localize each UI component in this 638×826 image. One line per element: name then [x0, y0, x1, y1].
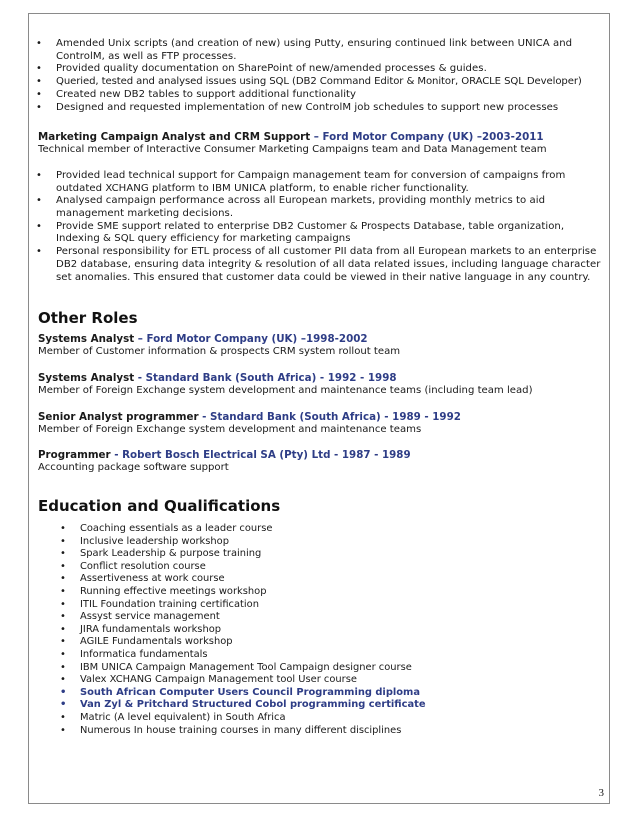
- list-item: • Van Zyl & Pritchard Structured Cobol programming certificate: [62, 699, 606, 712]
- education-heading: Education and Qualifications: [38, 497, 281, 516]
- list-item: • Informatica fundamentals: [62, 649, 606, 662]
- list-item: • South African Computer Users Council Programming diploma: [62, 687, 606, 700]
- list-item: • Running effective meetings workshop: [62, 586, 606, 599]
- list-item: • Coaching essentials as a leader course: [62, 523, 606, 536]
- list-item: • Personal responsibility for ETL process of all customer PII data from all European markets to an enterprise DB2 database, ensuring data integrity & resolution of all data related issues, including language character set anomalies. This ensured that customer data could be viewed in their native language in any country.: [38, 246, 606, 284]
- job-role: Programmer: [38, 449, 111, 462]
- role-entry: [38, 449, 606, 475]
- education-list: [62, 523, 606, 737]
- job-company: – Ford Motor Company (UK) –2003-2011: [313, 131, 544, 144]
- list-item: • Inclusive leadership workshop: [62, 536, 606, 549]
- page-number: 3: [598, 787, 604, 799]
- job-company: - Standard Bank (South Africa) - 1989 - 1992: [202, 410, 461, 423]
- list-item: • Designed and requested implementation of new ControlM job schedules to support new processes: [38, 102, 606, 115]
- list-item: • Provided lead technical support for Campaign management team for conversion of campaigns from outdated XCHANG platform to IBM UNICA platform, to enable richer functionality.: [38, 170, 606, 195]
- list-item: • Spark Leadership & purpose training: [62, 548, 606, 561]
- job-description: Technical member of Interactive Consumer Marketing Campaigns team and Data Management team: [38, 144, 547, 156]
- list-item: • Numerous In house training courses in many different disciplines: [62, 725, 606, 738]
- list-item: • Queried, tested and analysed issues using SQL (DB2 Command Editor & Monitor, ORACLE SQL Developer): [38, 76, 606, 89]
- job-company: – Ford Motor Company (UK) –1998-2002: [137, 333, 368, 346]
- list-item: • Created new DB2 tables to support additional functionality: [38, 89, 606, 102]
- job-role: Marketing Campaign Analyst and CRM Support: [38, 131, 311, 144]
- job-role: Systems Analyst: [38, 333, 135, 346]
- list-item: • ITIL Foundation training certification: [62, 599, 606, 612]
- role-entry: [38, 411, 606, 437]
- list-item: • Valex XCHANG Campaign Management tool User course: [62, 674, 606, 687]
- ford-crm-title: [38, 131, 606, 144]
- list-item: • Assertiveness at work course: [62, 573, 606, 586]
- document-body: [38, 38, 606, 737]
- ford-crm-bullets: [38, 170, 606, 284]
- job-description: Member of Foreign Exchange system development and maintenance teams (including team lead): [38, 384, 533, 396]
- list-item: • IBM UNICA Campaign Management Tool Campaign designer course: [62, 662, 606, 675]
- list-item: • Amended Unix scripts (and creation of new) using Putty, ensuring continued link between UNICA and ControlM, as well as FTP processes.: [38, 38, 606, 63]
- job-description: Member of Foreign Exchange system development and maintenance teams: [38, 423, 422, 435]
- list-item: • Provided quality documentation on SharePoint of new/amended processes & guides.: [38, 63, 606, 76]
- list-item: • Provide SME support related to enterprise DB2 Customer & Prospects Database, table organization, Indexing & SQL query efficiency for marketing campaigns: [38, 221, 606, 246]
- job-role: Systems Analyst: [38, 371, 135, 384]
- job-description: Member of Customer information & prospects CRM system rollout team: [38, 346, 401, 358]
- job-role: Senior Analyst programmer: [38, 410, 199, 423]
- list-item: • Matric (A level equivalent) in South Africa: [62, 712, 606, 725]
- list-item: • AGILE Fundamentals workshop: [62, 636, 606, 649]
- list-item: • Analysed campaign performance across all European markets, providing monthly metrics to aid management marketing decisions.: [38, 195, 606, 220]
- job-company: - Standard Bank (South Africa) - 1992 - 1998: [137, 371, 397, 384]
- list-item: • Conflict resolution course: [62, 561, 606, 574]
- job-description: Accounting package software support: [38, 462, 229, 474]
- other-roles-heading: Other Roles: [38, 309, 138, 328]
- role-entry: [38, 333, 606, 359]
- list-item: • JIRA fundamentals workshop: [62, 624, 606, 637]
- job-company: - Robert Bosch Electrical SA (Pty) Ltd - 1987 - 1989: [114, 449, 411, 462]
- list-item: • Assyst service management: [62, 611, 606, 624]
- role-entry: [38, 372, 606, 398]
- top-bullet-list: [38, 38, 606, 114]
